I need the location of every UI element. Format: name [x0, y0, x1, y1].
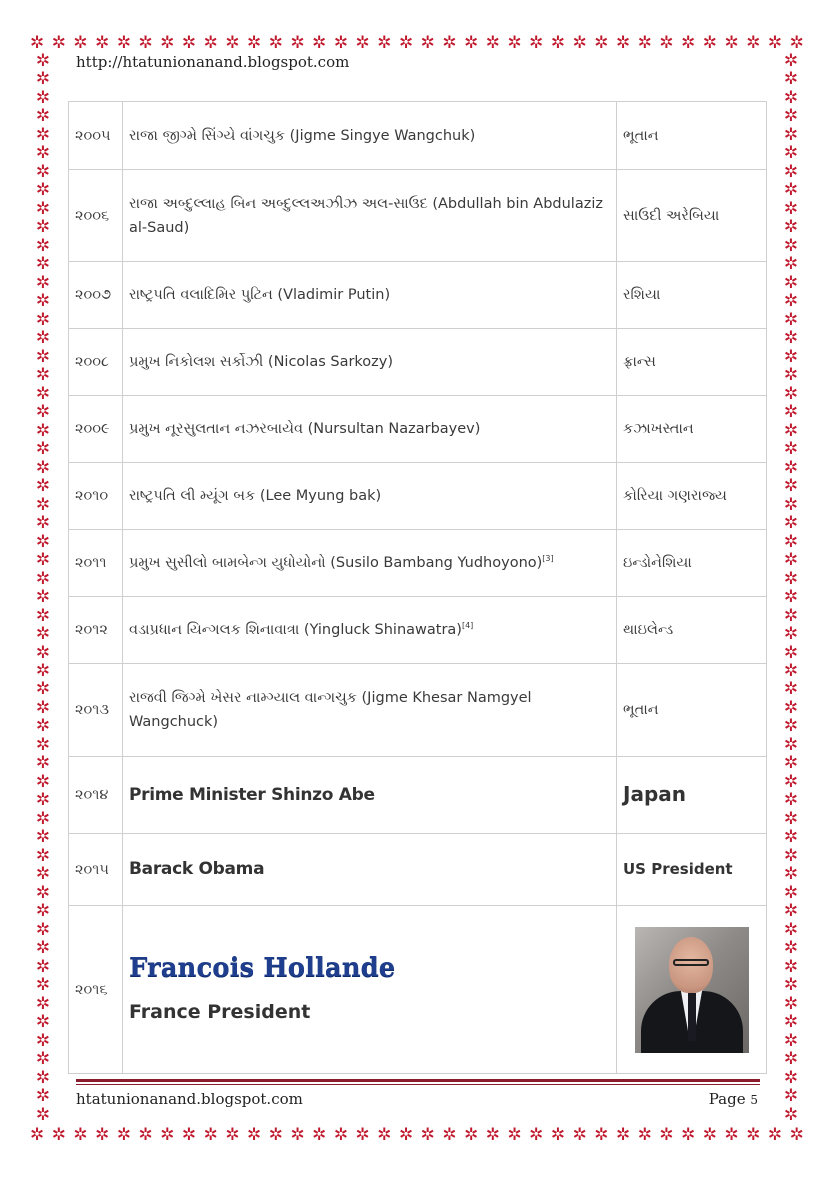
country-cell: સાઉદી અરેબિયા	[617, 170, 767, 262]
border-star-icon: ✲	[594, 33, 609, 53]
border-star-icon: ✲	[783, 365, 799, 386]
name-text: પ્રમુખ નૂરસુલતાન નઝરબાયેવ (Nursultan Nazarbayev)	[129, 421, 481, 437]
border-star-icon: ✲	[783, 956, 799, 977]
year-cell: ૨૦૦૯	[69, 396, 123, 463]
border-star-icon: ✲	[35, 180, 51, 201]
border-star-icon: ✲	[35, 494, 51, 515]
border-star-icon: ✲	[637, 1125, 652, 1145]
border-star-icon: ✲	[35, 439, 51, 460]
border-star-icon: ✲	[35, 660, 51, 681]
border-star-icon: ✲	[312, 1125, 327, 1145]
name-cell	[123, 834, 617, 906]
name-text: રાજા જીગ્મે સિંગ્યે વાંગચુક (Jigme Singye Wangchuk)	[129, 127, 476, 144]
border-star-icon: ✲	[767, 33, 783, 53]
border-star-icon: ✲	[659, 33, 674, 53]
border-star-icon: ✲	[783, 1086, 799, 1107]
border-star-icon: ✲	[35, 52, 51, 71]
name-text: રાજવી જિગ્મે ખેસર નામ્ગ્યાલ વાન્ગચુક (Jigme Khesar Namgyel Wangchuck)	[129, 690, 532, 730]
border-star-icon: ✲	[783, 1012, 799, 1033]
header-url[interactable]: http://htatunionanand.blogspot.com	[76, 53, 350, 71]
border-star-icon: ✲	[783, 87, 799, 108]
border-star-icon: ✲	[783, 975, 799, 996]
footer-rule-thin	[76, 1084, 760, 1085]
border-star-icon: ✲	[783, 457, 799, 478]
border-star-icon: ✲	[398, 1125, 414, 1145]
border-star-icon: ✲	[398, 33, 414, 53]
name-cell	[123, 757, 617, 834]
country-cell: રશિયા	[617, 262, 767, 329]
border-star-icon: ✲	[615, 1125, 631, 1145]
border-star-icon: ✲	[35, 919, 51, 940]
border-star-icon: ✲	[35, 513, 51, 534]
border-star-icon: ✲	[783, 568, 799, 589]
border-star-icon: ✲	[485, 1125, 501, 1145]
border-star-icon: ✲	[783, 827, 799, 848]
year-cell: ૨૦૦૮	[69, 329, 123, 396]
name-cell	[123, 170, 617, 262]
border-star-icon: ✲	[724, 33, 739, 53]
name-text: રાષ્ટ્રપતિ લી મ્યૂંગ બક (Lee Myung bak)	[129, 488, 382, 504]
border-star-icon: ✲	[767, 1125, 783, 1145]
border-star-icon: ✲	[35, 993, 51, 1014]
year-cell: ૨૦૧૫	[69, 834, 123, 906]
border-star-icon: ✲	[35, 882, 51, 903]
border-star-icon: ✲	[312, 33, 327, 53]
border-star-icon: ✲	[35, 938, 51, 959]
border-star-icon: ✲	[35, 365, 51, 386]
border-star-icon: ✲	[35, 69, 51, 90]
border-star-icon: ✲	[35, 642, 51, 663]
border-star-icon: ✲	[783, 235, 799, 256]
border-star-icon: ✲	[783, 124, 799, 145]
border-star-icon: ✲	[783, 106, 799, 127]
featured-name: Francois Hollande	[129, 952, 396, 983]
border-star-icon: ✲	[35, 790, 51, 811]
country-cell: ઇન્ડોનેશિયા	[617, 530, 767, 597]
border-star-icon: ✲	[615, 33, 631, 53]
border-star-icon: ✲	[420, 1125, 435, 1145]
border-star-icon: ✲	[225, 33, 240, 53]
border-star-icon: ✲	[35, 550, 51, 571]
border-star-icon: ✲	[783, 402, 799, 423]
border-star-icon: ✲	[181, 1125, 197, 1145]
page-label: Page	[708, 1090, 746, 1108]
border-star-icon: ✲	[485, 33, 501, 53]
border-star-icon: ✲	[783, 143, 799, 164]
border-star-icon: ✲	[35, 827, 51, 848]
table-row	[69, 396, 767, 463]
country-cell: ભૂતાન	[617, 102, 767, 170]
country-cell	[617, 834, 767, 906]
border-star-icon: ✲	[550, 1125, 566, 1145]
border-star-icon: ✲	[35, 254, 51, 275]
border-star-icon: ✲	[783, 328, 799, 349]
border-star-icon: ✲	[35, 235, 51, 256]
border-star-icon: ✲	[783, 660, 799, 681]
table-row	[69, 170, 767, 262]
border-star-icon: ✲	[783, 808, 799, 829]
border-star-icon: ✲	[783, 587, 799, 608]
border-star-icon: ✲	[35, 956, 51, 977]
border-star-icon: ✲	[637, 33, 652, 53]
border-star-icon: ✲	[30, 33, 45, 53]
border-star-icon: ✲	[464, 1125, 479, 1145]
name-cell	[123, 664, 617, 757]
border-star-icon: ✲	[30, 1125, 45, 1145]
border-star-icon: ✲	[783, 771, 799, 792]
footer-rule	[76, 1079, 760, 1082]
border-star-icon: ✲	[35, 587, 51, 608]
border-star-icon: ✲	[789, 33, 804, 53]
border-star-icon: ✲	[783, 420, 799, 441]
border-star-icon: ✲	[35, 679, 51, 700]
border-star-icon: ✲	[550, 33, 566, 53]
border-star-icon: ✲	[783, 938, 799, 959]
country-text: US President	[623, 860, 733, 878]
year-cell: ૨૦૦૭	[69, 262, 123, 329]
year-cell: ૨૦૧૬	[69, 906, 123, 1074]
decorative-border-bottom	[30, 1124, 804, 1146]
border-star-icon: ✲	[35, 901, 51, 922]
border-star-icon: ✲	[138, 33, 153, 53]
border-star-icon: ✲	[783, 513, 799, 534]
border-star-icon: ✲	[225, 1125, 240, 1145]
border-star-icon: ✲	[35, 624, 51, 645]
border-star-icon: ✲	[783, 605, 799, 626]
border-star-icon: ✲	[783, 753, 799, 774]
border-star-icon: ✲	[681, 1125, 696, 1145]
table-row	[69, 262, 767, 329]
border-star-icon: ✲	[247, 1125, 262, 1145]
border-star-icon: ✲	[594, 1125, 609, 1145]
border-star-icon: ✲	[35, 716, 51, 737]
border-star-icon: ✲	[783, 993, 799, 1014]
name-text: Prime Minister Shinzo Abe	[129, 784, 375, 805]
border-star-icon: ✲	[333, 1125, 349, 1145]
border-star-icon: ✲	[35, 87, 51, 108]
border-star-icon: ✲	[529, 1125, 544, 1145]
border-star-icon: ✲	[35, 808, 51, 829]
border-star-icon: ✲	[247, 33, 262, 53]
border-star-icon: ✲	[95, 1125, 110, 1145]
table-row	[69, 530, 767, 597]
decorative-border-right	[780, 52, 802, 1124]
year-cell: ૨૦૧૨	[69, 597, 123, 664]
year-cell: ૨૦૧૧	[69, 530, 123, 597]
border-star-icon: ✲	[73, 33, 88, 53]
border-star-icon: ✲	[35, 328, 51, 349]
page-number	[709, 1090, 758, 1108]
border-star-icon: ✲	[95, 33, 110, 53]
border-star-icon: ✲	[783, 254, 799, 275]
border-star-icon: ✲	[783, 734, 799, 755]
border-star-icon: ✲	[783, 1049, 799, 1070]
border-star-icon: ✲	[783, 476, 799, 497]
border-star-icon: ✲	[35, 975, 51, 996]
border-star-icon: ✲	[35, 457, 51, 478]
border-star-icon: ✲	[783, 309, 799, 330]
name-text: રાષ્ટ્રપતિ વલાદિમિર પુટિન (Vladimir Putin)	[129, 287, 391, 303]
border-star-icon: ✲	[659, 1125, 674, 1145]
border-star-icon: ✲	[35, 217, 51, 238]
border-star-icon: ✲	[783, 383, 799, 404]
year-cell: ૨૦૦૫	[69, 102, 123, 170]
border-star-icon: ✲	[783, 531, 799, 552]
border-star-icon: ✲	[35, 291, 51, 312]
border-star-icon: ✲	[203, 33, 218, 53]
border-star-icon: ✲	[783, 550, 799, 571]
border-star-icon: ✲	[783, 217, 799, 238]
border-star-icon: ✲	[35, 198, 51, 219]
border-star-icon: ✲	[35, 845, 51, 866]
border-star-icon: ✲	[783, 882, 799, 903]
country-cell: ભૂતાન	[617, 664, 767, 757]
citation[interactable]: [4]	[461, 621, 474, 631]
border-star-icon: ✲	[268, 1125, 283, 1145]
border-star-icon: ✲	[681, 33, 696, 53]
name-text: રાજા અબ્દુલ્લાહ બિન અબ્દુલ્લઅઝીઝ અલ-સાઉદ (Abdullah bin Abdulaziz al-Saud)	[129, 195, 603, 236]
border-star-icon: ✲	[783, 272, 799, 293]
citation[interactable]: [3]	[542, 554, 554, 564]
border-star-icon: ✲	[333, 33, 349, 53]
border-star-icon: ✲	[35, 753, 51, 774]
border-star-icon: ✲	[35, 1030, 51, 1051]
border-star-icon: ✲	[138, 1125, 153, 1145]
border-star-icon: ✲	[746, 33, 761, 53]
border-star-icon: ✲	[268, 33, 283, 53]
border-star-icon: ✲	[160, 33, 175, 53]
border-star-icon: ✲	[355, 1125, 370, 1145]
border-star-icon: ✲	[783, 679, 799, 700]
table-row	[69, 757, 767, 834]
name-text: Barack Obama	[129, 859, 265, 879]
country-cell: ફ્રાન્સ	[617, 329, 767, 396]
award-table	[68, 101, 767, 1074]
country-cell: કઝાખસ્તાન	[617, 396, 767, 463]
border-star-icon: ✲	[35, 143, 51, 164]
name-cell	[123, 102, 617, 170]
year-cell: ૨૦૧૩	[69, 664, 123, 757]
border-star-icon: ✲	[783, 642, 799, 663]
table-row	[69, 664, 767, 757]
border-star-icon: ✲	[73, 1125, 88, 1145]
border-star-icon: ✲	[35, 734, 51, 755]
border-star-icon: ✲	[783, 69, 799, 90]
border-star-icon: ✲	[783, 697, 799, 718]
border-star-icon: ✲	[420, 33, 435, 53]
border-star-icon: ✲	[116, 1125, 132, 1145]
table-row	[69, 329, 767, 396]
border-star-icon: ✲	[35, 1012, 51, 1033]
name-cell	[123, 530, 617, 597]
country-cell: કોરિયા ગણરાજ્ય	[617, 463, 767, 530]
border-star-icon: ✲	[572, 33, 587, 53]
name-cell	[123, 329, 617, 396]
border-star-icon: ✲	[51, 1125, 66, 1145]
border-star-icon: ✲	[35, 1104, 51, 1124]
border-star-icon: ✲	[783, 494, 799, 515]
border-star-icon: ✲	[783, 864, 799, 885]
border-star-icon: ✲	[35, 272, 51, 293]
table-row	[69, 463, 767, 530]
border-star-icon: ✲	[35, 346, 51, 367]
border-star-icon: ✲	[35, 771, 51, 792]
border-star-icon: ✲	[572, 1125, 587, 1145]
year-cell: ૨૦૧૦	[69, 463, 123, 530]
decorative-border-left	[32, 52, 54, 1124]
border-star-icon: ✲	[783, 161, 799, 182]
border-star-icon: ✲	[783, 439, 799, 460]
border-star-icon: ✲	[290, 33, 305, 53]
border-star-icon: ✲	[203, 1125, 218, 1145]
name-cell	[123, 262, 617, 329]
border-star-icon: ✲	[783, 790, 799, 811]
border-star-icon: ✲	[290, 1125, 305, 1145]
table-row	[69, 102, 767, 170]
table-row	[69, 906, 767, 1074]
country-cell	[617, 757, 767, 834]
border-star-icon: ✲	[35, 420, 51, 441]
country-cell: થાઇલેન્ડ	[617, 597, 767, 664]
border-star-icon: ✲	[51, 33, 66, 53]
border-star-icon: ✲	[377, 1125, 392, 1145]
border-star-icon: ✲	[35, 1049, 51, 1070]
border-star-icon: ✲	[783, 624, 799, 645]
border-star-icon: ✲	[377, 33, 392, 53]
border-star-icon: ✲	[783, 919, 799, 940]
year-cell: ૨૦૦૬	[69, 170, 123, 262]
border-star-icon: ✲	[355, 33, 370, 53]
border-star-icon: ✲	[160, 1125, 175, 1145]
featured-subtitle: France President	[129, 1000, 311, 1023]
border-star-icon: ✲	[35, 383, 51, 404]
decorative-border-top	[30, 32, 804, 54]
border-star-icon: ✲	[507, 1125, 522, 1145]
border-star-icon: ✲	[783, 1067, 799, 1088]
border-star-icon: ✲	[116, 33, 132, 53]
border-star-icon: ✲	[783, 180, 799, 201]
table-row	[69, 597, 767, 664]
border-star-icon: ✲	[35, 402, 51, 423]
border-star-icon: ✲	[442, 1125, 457, 1145]
border-star-icon: ✲	[702, 33, 718, 53]
border-star-icon: ✲	[35, 605, 51, 626]
border-star-icon: ✲	[746, 1125, 761, 1145]
name-cell	[123, 906, 617, 1074]
border-star-icon: ✲	[464, 33, 479, 53]
border-star-icon: ✲	[789, 1125, 804, 1145]
border-star-icon: ✲	[35, 124, 51, 145]
page-number-value: 5	[750, 1093, 758, 1107]
border-star-icon: ✲	[35, 1086, 51, 1107]
border-star-icon: ✲	[783, 198, 799, 219]
name-text: પ્રમુખ નિકોલશ સર્કોઝી (Nicolas Sarkozy)	[129, 354, 394, 370]
border-star-icon: ✲	[35, 864, 51, 885]
border-star-icon: ✲	[783, 1104, 799, 1124]
border-star-icon: ✲	[507, 33, 522, 53]
border-star-icon: ✲	[35, 1067, 51, 1088]
name-text: વડાપ્રધાન યિન્ગલક શિનાવાત્રા (Yingluck Shinawatra)	[129, 622, 462, 638]
border-star-icon: ✲	[35, 531, 51, 552]
border-star-icon: ✲	[783, 901, 799, 922]
border-star-icon: ✲	[783, 52, 799, 71]
border-star-icon: ✲	[35, 106, 51, 127]
portrait-photo	[635, 927, 749, 1053]
name-text: પ્રમુખ સુસીલો બામબેન્ગ યુધોયોનો (Susilo Bambang Yudhoyono)	[129, 555, 543, 571]
photo-cell	[617, 906, 767, 1074]
border-star-icon: ✲	[702, 1125, 718, 1145]
table-row	[69, 834, 767, 906]
border-star-icon: ✲	[783, 845, 799, 866]
border-star-icon: ✲	[724, 1125, 739, 1145]
border-star-icon: ✲	[783, 1030, 799, 1051]
border-star-icon: ✲	[529, 33, 544, 53]
name-cell	[123, 597, 617, 664]
border-star-icon: ✲	[35, 568, 51, 589]
border-star-icon: ✲	[442, 33, 457, 53]
footer-site[interactable]: htatunionanand.blogspot.com	[76, 1090, 303, 1108]
border-star-icon: ✲	[783, 291, 799, 312]
border-star-icon: ✲	[35, 161, 51, 182]
border-star-icon: ✲	[783, 716, 799, 737]
border-star-icon: ✲	[35, 476, 51, 497]
country-text: Japan	[623, 781, 686, 806]
name-cell	[123, 396, 617, 463]
border-star-icon: ✲	[35, 309, 51, 330]
year-cell: ૨૦૧૪	[69, 757, 123, 834]
border-star-icon: ✲	[35, 697, 51, 718]
border-star-icon: ✲	[181, 33, 197, 53]
name-cell	[123, 463, 617, 530]
border-star-icon: ✲	[783, 346, 799, 367]
